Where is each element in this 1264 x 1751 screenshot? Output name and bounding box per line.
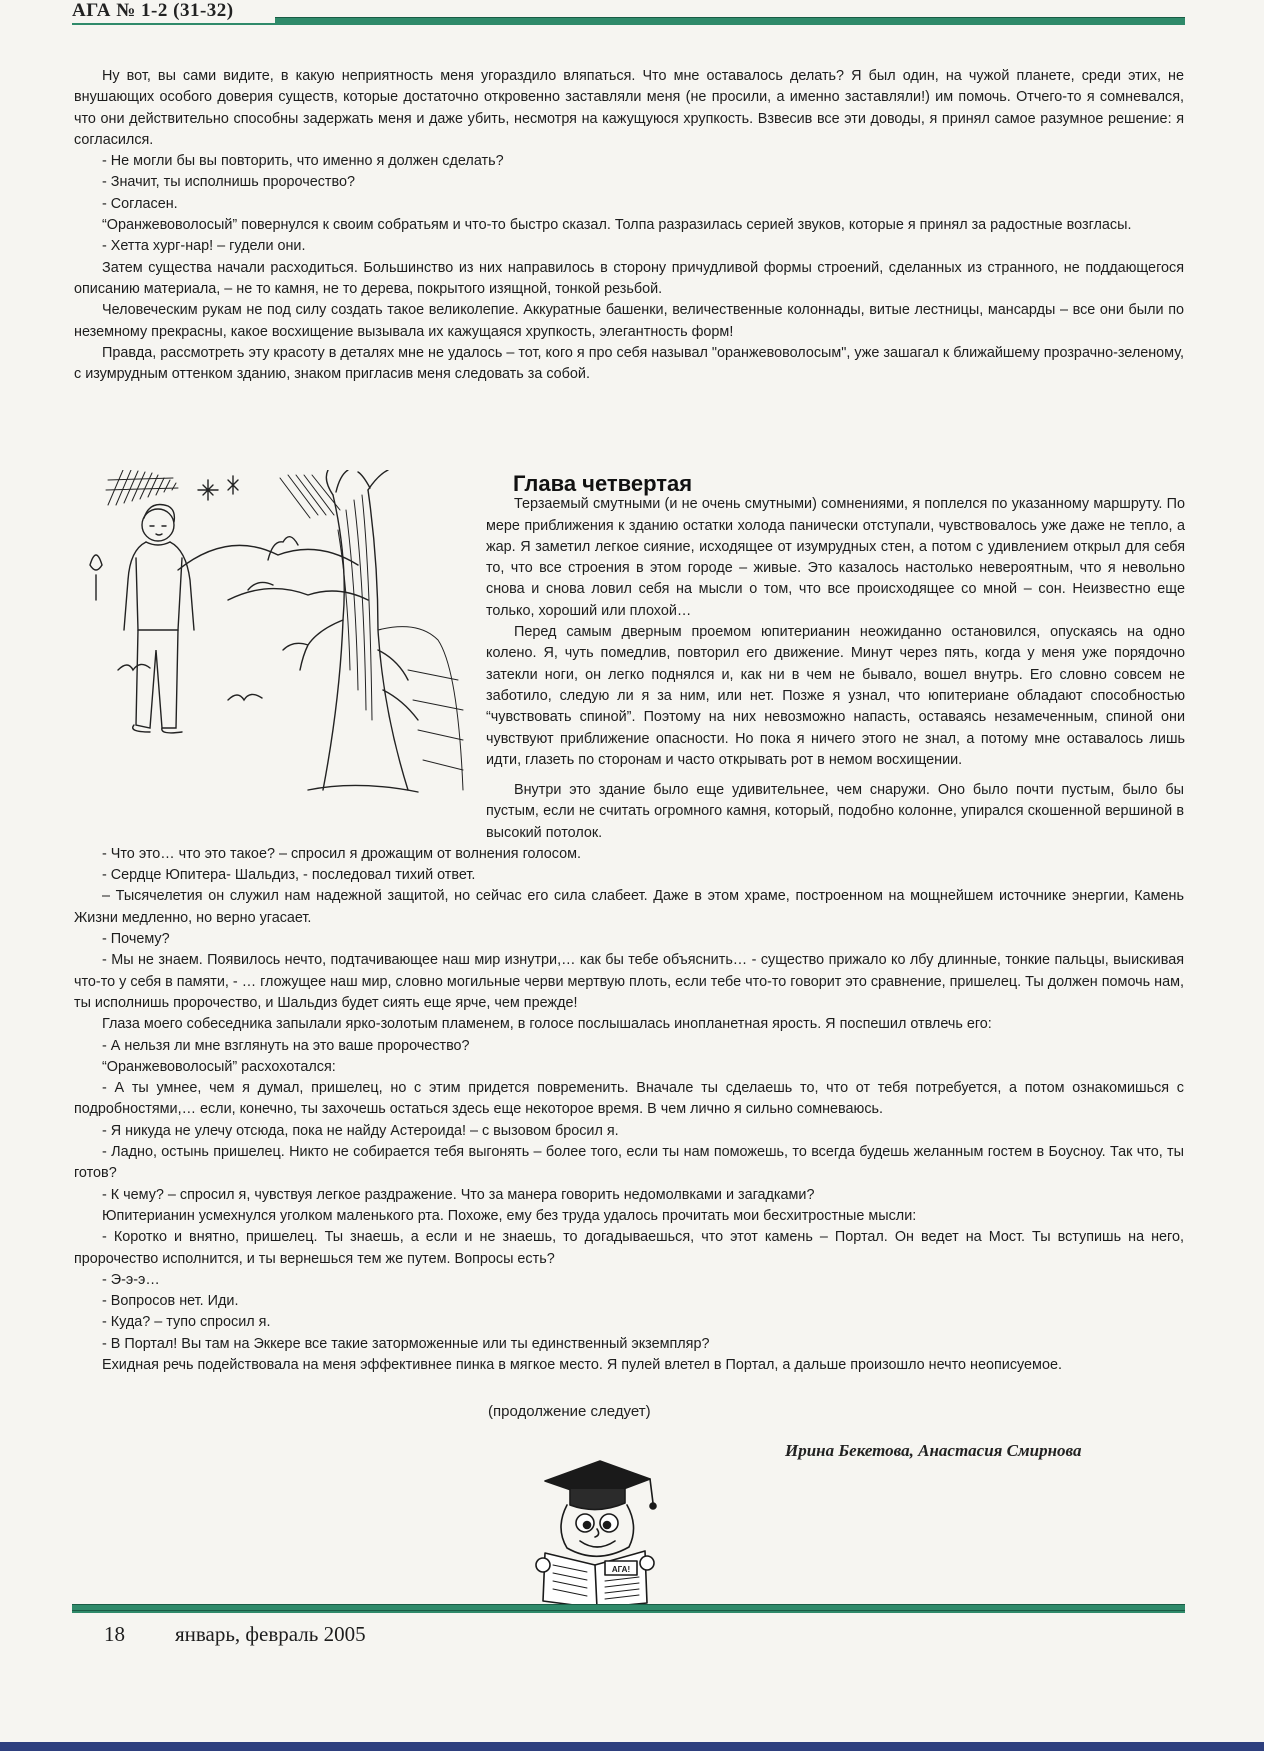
header-rule-thin [72,23,1185,25]
paragraph: - А ты умнее, чем я думал, пришелец, но с этим придется повременить. Вначале ты сделаешь то, что от тебя потребуется, а потом ознакомишься с подробностями,… если, конечно, ты захочешь остаться здесь еще некоторое время. В чем лично я сильно сомневаюсь. [74,1080,1184,1118]
paragraph: - Сердце Юпитера- Шальдиз, - последовал тихий ответ. [102,867,476,884]
scan-edge-bar [0,1742,1264,1751]
intro-text [74,66,1184,385]
chapter-main-text [74,780,1184,1376]
paragraph: Юпитерианин усмехнулся уголком маленького рта. Похоже, ему без труда удалось прочитать мои бесхитростные мысли: [102,1207,917,1224]
footer-rule [72,1604,1185,1611]
paragraph: Человеческим рукам не под силу создать такое великолепие. Аккуратные башенки, величественные колоннады, витые лестницы, мансарды – все они были по неземному прекрасны, какое восхищение вызывала их кажущаяся хрупкость, элегантность форм! [74,302,1184,340]
magazine-header-title: АГА № 1-2 (31-32) [72,0,234,21]
authors: Ирина Бекетова, Анастасия Смирнова [785,1441,1082,1460]
paragraph: Правда, рассмотреть эту красоту в деталях мне не удалось – тот, кого я про себя называл "оранжевоволосым", уже зашагал к ближайшему прозрачно-зеленому, с изумрудным оттенком зданию, знаком пригласив меня следовать за собой. [74,344,1184,383]
chapter-column-text [486,473,1185,771]
paragraph: - А нельзя ли мне взглянуть на это ваше пророчество? [102,1037,470,1054]
paragraph: Глаза моего собеседника запылали ярко-золотым пламенем, в голосе послышалась инопланетная ярость. Я поспешил отвлечь его: [102,1016,992,1033]
paragraph: - Мы не знаем. Появилось нечто, подтачивающее наш мир изнутри,… как бы тебе объяснить… - существо прижало ко лбу длинные, тонкие пальцы, выискивая что-то у себя в памяти, - … гложущее наш мир, словно могильные черви мертвую плоть, если тебе что-то говорит это сравнение, пришелец. Ты должен помочь нам, ты исполнишь пророчество, и Шальдиз будет сиять еще ярче, чем прежде! [74,952,1184,1011]
paragraph: - Не могли бы вы повторить, что именно я должен сделать? [102,153,504,170]
chapter-title: Глава четвертая [513,471,693,496]
paragraph: - Куда? – тупо спросил я. [102,1314,271,1331]
paragraph: Затем существа начали расходиться. Большинство из них направилось в сторону причудливой формы строений, сделанных из странного, не поддающегося описанию материала, – не то камня, не то дерева, покрытого изящной, тонкой резьбой. [74,259,1184,297]
paragraph: – Тысячелетия он служил нам надежной защитой, но сейчас его сила слабеет. Даже в этом храме, построенном на мощнейшем источнике энергии, Камень Жизни медленно, но верно угасает. [74,888,1184,926]
paragraph: - Значит, ты исполнишь пророчество? [102,174,355,191]
paragraph: Внутри это здание было еще удивительнее, чем снаружи. Оно было почти пустым, было бы пустым, если не считать огромного камня, который, подобно колонне, упирался скошенной вершиной в высокий потолок. [486,782,1184,841]
paragraph: Перед самым дверным проемом юпитерианин неожиданно остановился, опускаясь на одно колено. Я, чуть помедлив, повторил его движение. Минут через пять, когда у меня уже порядочно затекли ноги, он легко поднялся и, как ни в чем не бывало, вошел внутрь. Его словно совсем не заботило, следую ли я за ним, или нет. Позже я узнал, что юпитериане обладают способностью “чувствовать спиной”. Поэтому на них невозможно напасть, оставаясь незамеченным, спиной они чувствуют приближение опасности. Но пока я ничего этого не знал, а потому мне оставалось лишь идти, глазеть по сторонам и часто открывать рот в немом восхищении. [486,624,1185,768]
paragraph: - Согласен. [102,195,178,212]
paragraph: - В Портал! Вы там на Эккере все такие заторможенные или ты единственный экземпляр? [102,1335,710,1352]
paragraph: “Оранжевоволосый” расхохотался: [102,1058,336,1075]
paragraph: - Я никуда не улечу отсюда, пока не найду Астероида! – с вызовом бросил я. [102,1122,619,1139]
paragraph: - Коротко и внятно, пришелец. Ты знаешь, а если и не знаешь, то догадываешься, что этот камень – Портал. Он ведет на Мост. Ты вступишь на него, пророчество исполнится, и ты вернешься тем же путем. Вопросы есть? [74,1229,1184,1267]
continued-note: (продолжение следует) [488,1403,651,1420]
paragraph: - Э-э-э… [102,1271,160,1288]
paragraph: Ну вот, вы сами видите, в какую неприятность меня угораздило вляпаться. Что мне оставалось делать? Я был один, на чужой планете, среди этих, не внушающих особого доверия существ, которые достаточно откровенно заставляли меня (не просили, а именно заставляли!) им помочь. Отчего-то я сомневался, что они действительно способны задержать меня и даже убить, несмотря на кажущуюся хрупкость. Взвесив все эти доводы, я принял самое разумное решение: я согласился. [74,68,1184,148]
paragraph: - Хетта хург-нар! – гудели они. [102,238,306,255]
issue-date: январь, февраль 2005 [175,1622,366,1646]
footer-rule-thin [72,1611,1185,1613]
paragraph: Ехидная речь подействовала на меня эффективнее пинка в мягкое место. Я пулей влетел в Портал, а дальше произошло нечто неописуемое. [102,1357,1062,1374]
paragraph: - К чему? – спросил я, чувствуя легкое раздражение. Что за манера говорить недомолвками и загадками? [102,1186,815,1203]
paragraph: - Вопросов нет. Иди. [102,1293,239,1310]
paragraph: Терзаемый смутными (и не очень смутными) сомнениями, я поплелся по указанному маршруту. По мере приближения к зданию остатки холода панически отступали, чувствовалось уже даже не тепло, а жар. Я заметил легкое сияние, исходящее от изумрудных стен, а потом с удивлением открыл для себя то, что все строения в этом городе – живые. Это казалось настолько невероятным, что я невольно снова и снова ловил себя на мысли о том, что все происходящее со мной – сон. Неизвестно еще только, хороший или плохой… [486,496,1185,619]
paragraph-spacer [486,473,1185,494]
mascot-newspaper-title: АГА! [611,1565,631,1574]
paragraph: - Почему? [102,931,170,948]
page-number: 18 [104,1622,125,1646]
mascot-reading-newspaper [525,1453,665,1608]
paragraph: - Что это… что это такое? – спросил я дрожащим от волнения голосом. [102,845,582,862]
paragraph: - Ладно, остынь пришелец. Никто не собирается тебя выгонять – более того, если ты нам поможешь, то всегда будешь желанным гостем в Боусноу. Так что, ты готов? [74,1144,1184,1182]
hatch-left [106,470,178,505]
paragraph: “Оранжевоволосый” повернулся к своим собратьям и что-то быстро сказал. Толпа разразилась серией звуков, которые я принял за радостные возгласы. [102,217,1132,234]
illustration [78,470,478,800]
